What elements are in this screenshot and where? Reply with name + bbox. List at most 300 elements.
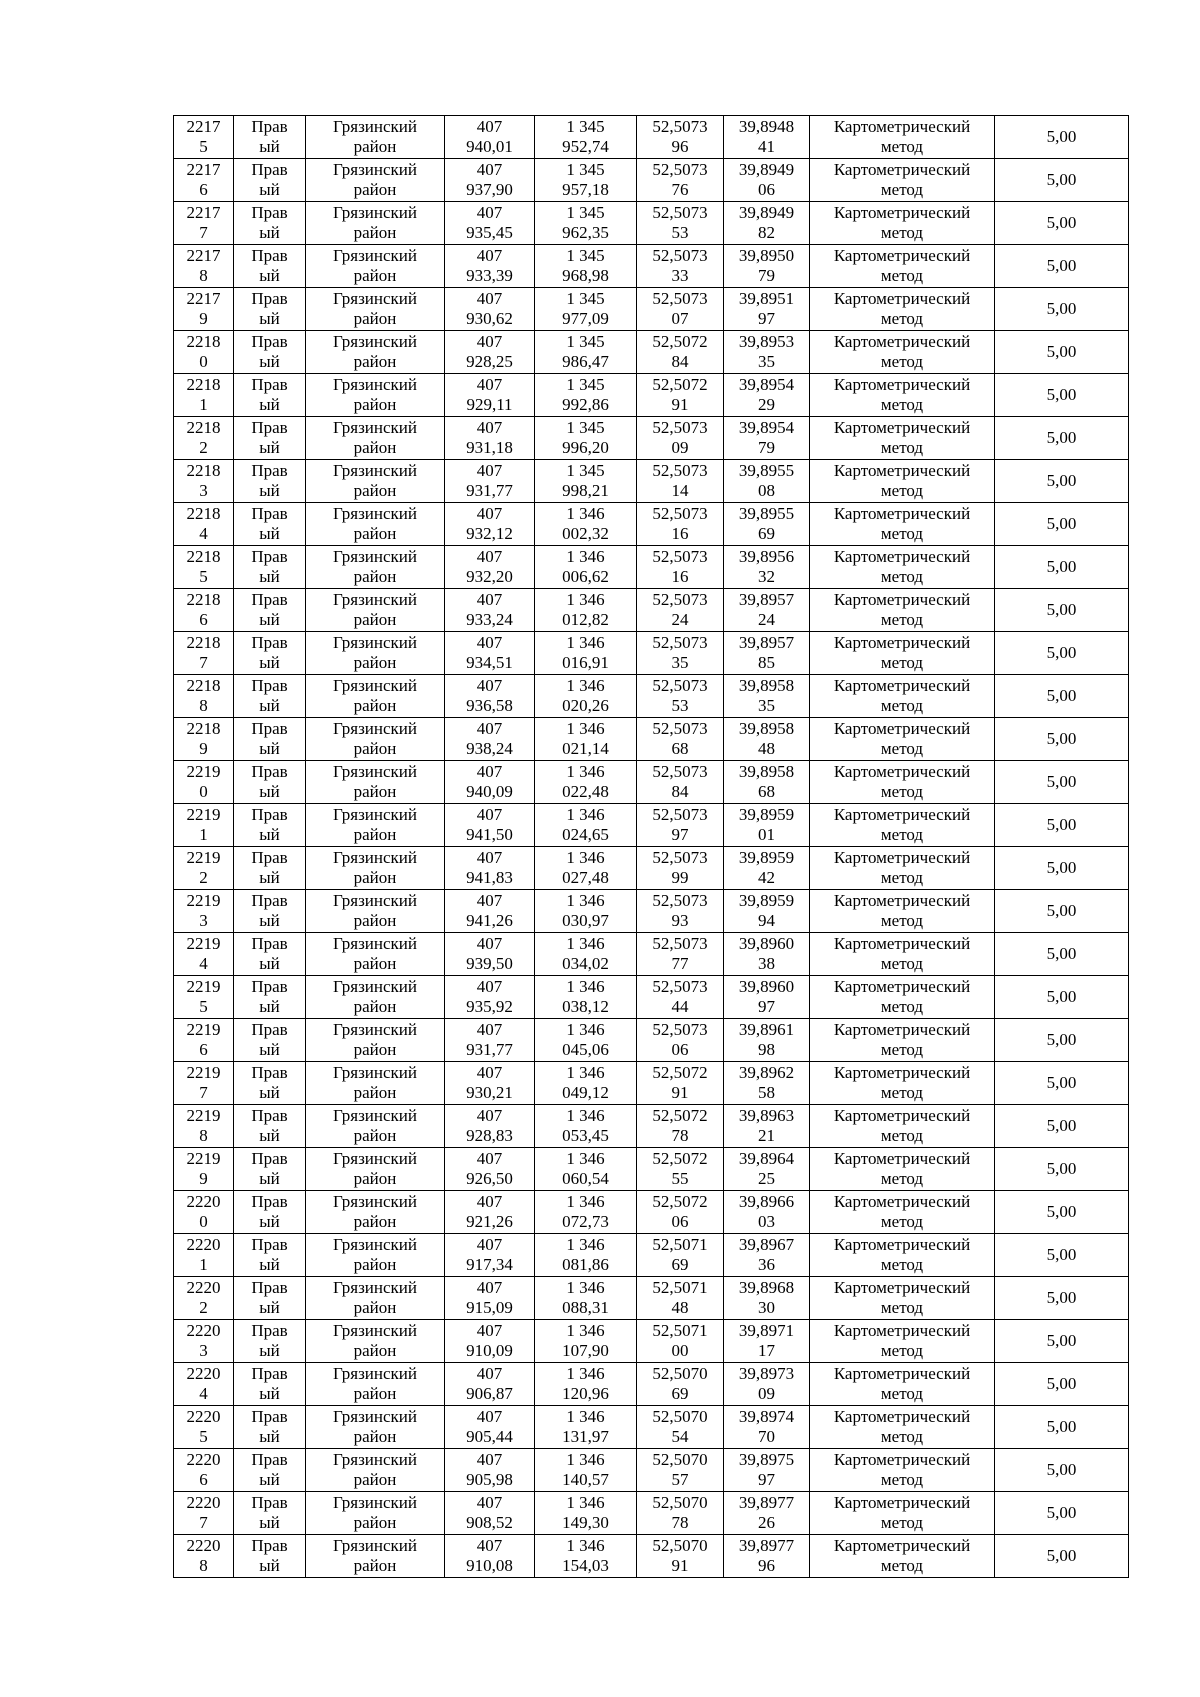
cell-line: 77 — [671, 954, 689, 973]
cell-line: 52,5073 — [652, 762, 708, 781]
cell-line: 52,5073 — [652, 160, 708, 179]
cell-latitude — [637, 1105, 724, 1148]
cell-coord-x — [445, 589, 535, 632]
cell-line: Картометрический — [833, 289, 971, 308]
cell-method — [810, 460, 995, 503]
cell-line: 407 — [476, 1192, 503, 1211]
cell-line: 82 — [758, 223, 775, 242]
cell-method — [810, 417, 995, 460]
cell-line: ый — [259, 1040, 280, 1059]
cell-line: Грязинский — [333, 1106, 417, 1125]
cell-line: метод — [880, 567, 924, 586]
cell-line: 1 346 — [566, 1235, 605, 1254]
cell-line: 96 — [671, 137, 689, 156]
cell-line: 06 — [671, 1040, 689, 1059]
cell-line: 1 345 — [566, 160, 605, 179]
cell-district — [306, 1148, 445, 1191]
cell-coord-y — [535, 546, 637, 589]
cell-line: 5 — [199, 567, 208, 586]
cell-line: 1 346 — [566, 590, 605, 609]
cell-line: 57 — [671, 1470, 689, 1489]
cell-coord-y — [535, 1277, 637, 1320]
cell-line: 24 — [758, 610, 775, 629]
cell-line: Картометрический — [833, 1063, 971, 1082]
cell-line: 1 346 — [566, 633, 605, 652]
cell-line: ый — [259, 782, 280, 801]
cell-line: ый — [259, 610, 280, 629]
cell-line: ый — [259, 1384, 280, 1403]
cell-line: район — [353, 782, 397, 801]
cell-line: 1 345 — [566, 289, 605, 308]
cell-line: 52,5073 — [652, 891, 708, 910]
cell-line: 1 346 — [566, 977, 605, 996]
cell-line: 58 — [758, 1083, 775, 1102]
cell-coord-x — [445, 202, 535, 245]
cell-line: 941,83 — [466, 868, 513, 887]
cell-district — [306, 1492, 445, 1535]
cell-coord-x — [445, 1277, 535, 1320]
cell-line: 407 — [476, 504, 503, 523]
cell-line: Грязинский — [333, 1407, 417, 1426]
cell-bank-side — [234, 1277, 306, 1320]
cell-line: Картометрический — [833, 1278, 971, 1297]
cell-bank-side — [234, 675, 306, 718]
cell-longitude — [724, 890, 810, 933]
cell-method — [810, 1191, 995, 1234]
cell-line: 52,5073 — [652, 203, 708, 222]
cell-line: 407 — [476, 676, 503, 695]
cell-line: 2217 — [186, 246, 221, 265]
cell-coord-x — [445, 159, 535, 202]
cell-line: 9 — [199, 1169, 208, 1188]
cell-line: 1 346 — [566, 762, 605, 781]
cell-line: 407 — [476, 418, 503, 437]
cell-bank-side — [234, 331, 306, 374]
cell-line: 69 — [758, 524, 775, 543]
cell-line: 996,20 — [562, 438, 609, 457]
cell-line: 941,26 — [466, 911, 513, 930]
cell-coord-y — [535, 1406, 637, 1449]
cell-point-number — [174, 632, 234, 675]
cell-bank-side — [234, 589, 306, 632]
cell-line: 96 — [758, 1556, 775, 1575]
cell-line: 0 — [199, 352, 208, 371]
cell-line: 52,5073 — [652, 590, 708, 609]
cell-line: Грязинский — [333, 805, 417, 824]
cell-line: Прав — [251, 762, 288, 781]
cell-bank-side — [234, 890, 306, 933]
cell-district — [306, 159, 445, 202]
cell-line: 78 — [671, 1126, 689, 1145]
cell-latitude — [637, 159, 724, 202]
cell-line: 1 345 — [566, 375, 605, 394]
cell-line: 69 — [671, 1255, 689, 1274]
table-row — [174, 116, 1129, 159]
cell-line: 986,47 — [562, 352, 609, 371]
cell-bank-side — [234, 374, 306, 417]
cell-line: Грязинский — [333, 1020, 417, 1039]
cell-coord-x — [445, 1105, 535, 1148]
cell-line: 39,8950 — [738, 246, 795, 265]
cell-latitude — [637, 331, 724, 374]
cell-line: район — [353, 1513, 397, 1532]
cell-latitude — [637, 933, 724, 976]
cell-method — [810, 1234, 995, 1277]
cell-line: метод — [880, 1556, 924, 1575]
cell-line: метод — [880, 1255, 924, 1274]
cell-line: 2219 — [186, 1063, 221, 1082]
cell-line: Грязинский — [333, 1364, 417, 1383]
cell-line: 932,20 — [466, 567, 513, 586]
cell-line: метод — [880, 1040, 924, 1059]
cell-bank-side — [234, 1019, 306, 1062]
cell-line: район — [353, 653, 397, 672]
cell-line: 1 346 — [566, 1063, 605, 1082]
cell-line: 941,50 — [466, 825, 513, 844]
cell-coord-x — [445, 460, 535, 503]
cell-longitude — [724, 1234, 810, 1277]
table-row — [174, 976, 1129, 1019]
cell-line: 2218 — [186, 332, 221, 351]
cell-line: район — [353, 1470, 397, 1489]
cell-line: 2219 — [186, 1106, 221, 1125]
cell-line: 022,48 — [562, 782, 609, 801]
cell-line: 021,14 — [562, 739, 609, 758]
cell-line: Прав — [251, 676, 288, 695]
cell-line: ый — [259, 954, 280, 973]
cell-line: 39,8954 — [738, 375, 795, 394]
cell-longitude — [724, 1277, 810, 1320]
cell-latitude — [637, 1320, 724, 1363]
cell-accuracy: 5,00 — [995, 718, 1129, 761]
cell-line: 060,54 — [562, 1169, 609, 1188]
cell-district — [306, 589, 445, 632]
cell-line: 52,5073 — [652, 676, 708, 695]
cell-method — [810, 374, 995, 417]
cell-coord-y — [535, 116, 637, 159]
cell-method — [810, 1406, 995, 1449]
cell-point-number — [174, 933, 234, 976]
cell-line: 98 — [758, 1040, 775, 1059]
cell-latitude — [637, 1277, 724, 1320]
cell-coord-x — [445, 417, 535, 460]
cell-line: 76 — [671, 180, 689, 199]
cell-method — [810, 761, 995, 804]
cell-coord-x — [445, 1148, 535, 1191]
cell-line: 2 — [199, 438, 208, 457]
cell-line: 44 — [671, 997, 689, 1016]
cell-line: 3 — [199, 481, 208, 500]
cell-line: 992,86 — [562, 395, 609, 414]
cell-line: 1 346 — [566, 934, 605, 953]
cell-line: Грязинский — [333, 203, 417, 222]
cell-line: 962,35 — [562, 223, 609, 242]
cell-district — [306, 1105, 445, 1148]
cell-method — [810, 1277, 995, 1320]
cell-line: 39,8953 — [738, 332, 795, 351]
cell-line: Прав — [251, 977, 288, 996]
cell-line: Прав — [251, 1364, 288, 1383]
cell-line: Грязинский — [333, 1450, 417, 1469]
cell-coord-x — [445, 503, 535, 546]
cell-accuracy: 5,00 — [995, 1406, 1129, 1449]
cell-line: Прав — [251, 848, 288, 867]
cell-line: ый — [259, 352, 280, 371]
cell-line: 053,45 — [562, 1126, 609, 1145]
cell-line: 39,8954 — [738, 418, 795, 437]
cell-line: Грязинский — [333, 289, 417, 308]
table-row — [174, 1320, 1129, 1363]
cell-line: 154,03 — [562, 1556, 609, 1575]
cell-line: 52,5071 — [652, 1278, 708, 1297]
cell-district — [306, 288, 445, 331]
cell-latitude — [637, 675, 724, 718]
cell-line: 52,5070 — [652, 1536, 708, 1555]
cell-line: ый — [259, 1556, 280, 1575]
cell-line: 407 — [476, 977, 503, 996]
cell-coord-y — [535, 417, 637, 460]
cell-line: метод — [880, 1384, 924, 1403]
cell-line: 30 — [758, 1298, 775, 1317]
cell-bank-side — [234, 1148, 306, 1191]
cell-district — [306, 1535, 445, 1578]
cell-longitude — [724, 202, 810, 245]
cell-line: 7 — [199, 223, 208, 242]
cell-line: Грязинский — [333, 246, 417, 265]
cell-line: 934,51 — [466, 653, 513, 672]
cell-method — [810, 245, 995, 288]
cell-line: 931,77 — [466, 481, 513, 500]
cell-accuracy: 5,00 — [995, 1105, 1129, 1148]
cell-line: метод — [880, 180, 924, 199]
cell-line: Прав — [251, 332, 288, 351]
cell-accuracy: 5,00 — [995, 675, 1129, 718]
cell-line: Картометрический — [833, 547, 971, 566]
cell-line: 33 — [671, 266, 689, 285]
cell-line: 39,8966 — [738, 1192, 795, 1211]
cell-line: 926,50 — [466, 1169, 513, 1188]
cell-district — [306, 890, 445, 933]
cell-bank-side — [234, 933, 306, 976]
cell-line: район — [353, 739, 397, 758]
cell-latitude — [637, 1363, 724, 1406]
cell-longitude — [724, 1363, 810, 1406]
cell-line: 68 — [758, 782, 775, 801]
cell-line: район — [353, 438, 397, 457]
cell-point-number — [174, 288, 234, 331]
cell-line: Грязинский — [333, 1493, 417, 1512]
cell-coord-x — [445, 116, 535, 159]
cell-line: метод — [880, 1083, 924, 1102]
table-row — [174, 1234, 1129, 1277]
cell-line: Картометрический — [833, 1364, 971, 1383]
cell-line: 39,8963 — [738, 1106, 795, 1125]
cell-coord-y — [535, 847, 637, 890]
cell-coord-y — [535, 374, 637, 417]
cell-line: 407 — [476, 289, 503, 308]
cell-line: Грязинский — [333, 504, 417, 523]
cell-line: 52,5073 — [652, 977, 708, 996]
cell-line: 52,5073 — [652, 461, 708, 480]
cell-line: 407 — [476, 719, 503, 738]
cell-line: 39,8951 — [738, 289, 795, 308]
cell-line: 038,12 — [562, 997, 609, 1016]
cell-latitude — [637, 976, 724, 1019]
cell-line: 1 346 — [566, 1106, 605, 1125]
cell-method — [810, 718, 995, 761]
cell-line: метод — [880, 395, 924, 414]
cell-method — [810, 890, 995, 933]
cell-longitude — [724, 417, 810, 460]
cell-line: район — [353, 1169, 397, 1188]
cell-line: ый — [259, 739, 280, 758]
cell-line: 931,18 — [466, 438, 513, 457]
cell-line: ый — [259, 1126, 280, 1145]
cell-line: 049,12 — [562, 1083, 609, 1102]
cell-line: 79 — [758, 438, 775, 457]
cell-coord-y — [535, 1019, 637, 1062]
cell-line: Картометрический — [833, 418, 971, 437]
cell-line: Картометрический — [833, 160, 971, 179]
cell-line: 968,98 — [562, 266, 609, 285]
cell-line: 407 — [476, 1407, 503, 1426]
cell-line: 55 — [671, 1169, 689, 1188]
cell-line: метод — [880, 1212, 924, 1231]
cell-line: ый — [259, 1427, 280, 1446]
cell-longitude — [724, 1492, 810, 1535]
cell-district — [306, 202, 445, 245]
cell-longitude — [724, 804, 810, 847]
cell-line: 39,8958 — [738, 676, 795, 695]
cell-line: 2220 — [186, 1450, 221, 1469]
cell-line: 09 — [758, 1384, 775, 1403]
cell-method — [810, 804, 995, 847]
cell-line: район — [353, 1427, 397, 1446]
cell-line: 1 346 — [566, 1364, 605, 1383]
cell-accuracy: 5,00 — [995, 1234, 1129, 1277]
cell-line: 935,92 — [466, 997, 513, 1016]
cell-bank-side — [234, 976, 306, 1019]
cell-line: 407 — [476, 891, 503, 910]
cell-line: 937,90 — [466, 180, 513, 199]
cell-district — [306, 1449, 445, 1492]
cell-coord-y — [535, 460, 637, 503]
cell-line: район — [353, 1341, 397, 1360]
cell-line: Картометрический — [833, 461, 971, 480]
cell-line: 68 — [671, 739, 689, 758]
cell-coord-x — [445, 976, 535, 1019]
cell-line: 93 — [671, 911, 689, 930]
cell-longitude — [724, 374, 810, 417]
cell-line: 97 — [758, 997, 775, 1016]
cell-accuracy: 5,00 — [995, 976, 1129, 1019]
cell-line: 407 — [476, 203, 503, 222]
cell-line: 97 — [758, 309, 775, 328]
cell-line: Прав — [251, 633, 288, 652]
cell-coord-y — [535, 1234, 637, 1277]
cell-line: 39,8962 — [738, 1063, 795, 1082]
cell-coord-y — [535, 159, 637, 202]
table-row — [174, 1148, 1129, 1191]
cell-coord-x — [445, 1363, 535, 1406]
cell-longitude — [724, 675, 810, 718]
cell-line: район — [353, 395, 397, 414]
cell-longitude — [724, 1535, 810, 1578]
cell-line: 034,02 — [562, 954, 609, 973]
cell-method — [810, 1535, 995, 1578]
cell-line: 7 — [199, 1083, 208, 1102]
table-row — [174, 675, 1129, 718]
cell-line: 407 — [476, 1278, 503, 1297]
cell-line: 08 — [758, 481, 775, 500]
cell-method — [810, 1449, 995, 1492]
cell-coord-y — [535, 632, 637, 675]
cell-line: 52,5073 — [652, 805, 708, 824]
cell-line: Грязинский — [333, 1278, 417, 1297]
cell-line: Картометрический — [833, 332, 971, 351]
cell-coord-y — [535, 804, 637, 847]
cell-line: ый — [259, 653, 280, 672]
cell-line: ый — [259, 524, 280, 543]
cell-latitude — [637, 1406, 724, 1449]
cell-line: метод — [880, 610, 924, 629]
cell-latitude — [637, 1148, 724, 1191]
cell-line: 8 — [199, 266, 208, 285]
cell-line: Прав — [251, 547, 288, 566]
cell-line: 52,5073 — [652, 719, 708, 738]
cell-line: Прав — [251, 203, 288, 222]
cell-longitude — [724, 460, 810, 503]
cell-method — [810, 976, 995, 1019]
cell-line: Картометрический — [833, 1192, 971, 1211]
cell-line: 1 346 — [566, 1020, 605, 1039]
cell-accuracy: 5,00 — [995, 933, 1129, 976]
cell-method — [810, 202, 995, 245]
cell-coord-x — [445, 718, 535, 761]
cell-line: район — [353, 180, 397, 199]
cell-coord-y — [535, 1148, 637, 1191]
cell-line: метод — [880, 438, 924, 457]
cell-line: 2219 — [186, 805, 221, 824]
cell-line: ый — [259, 1341, 280, 1360]
cell-line: 045,06 — [562, 1040, 609, 1059]
cell-coord-x — [445, 546, 535, 589]
cell-point-number — [174, 1406, 234, 1449]
cell-line: Грязинский — [333, 117, 417, 136]
cell-longitude — [724, 503, 810, 546]
cell-line: 32 — [758, 567, 775, 586]
cell-line: 39,8958 — [738, 719, 795, 738]
cell-point-number — [174, 1449, 234, 1492]
cell-line: Прав — [251, 1020, 288, 1039]
cell-bank-side — [234, 245, 306, 288]
cell-line: 910,08 — [466, 1556, 513, 1575]
cell-accuracy: 5,00 — [995, 1148, 1129, 1191]
cell-point-number — [174, 546, 234, 589]
cell-district — [306, 245, 445, 288]
cell-line: Прав — [251, 1450, 288, 1469]
cell-line: 39,8948 — [738, 117, 795, 136]
cell-district — [306, 116, 445, 159]
cell-line: 39,8949 — [738, 160, 795, 179]
cell-line: метод — [880, 868, 924, 887]
cell-line: 36 — [758, 1255, 775, 1274]
cell-line: метод — [880, 997, 924, 1016]
cell-line: ый — [259, 180, 280, 199]
cell-line: Грязинский — [333, 1536, 417, 1555]
cell-line: район — [353, 266, 397, 285]
cell-line: 35 — [758, 352, 775, 371]
